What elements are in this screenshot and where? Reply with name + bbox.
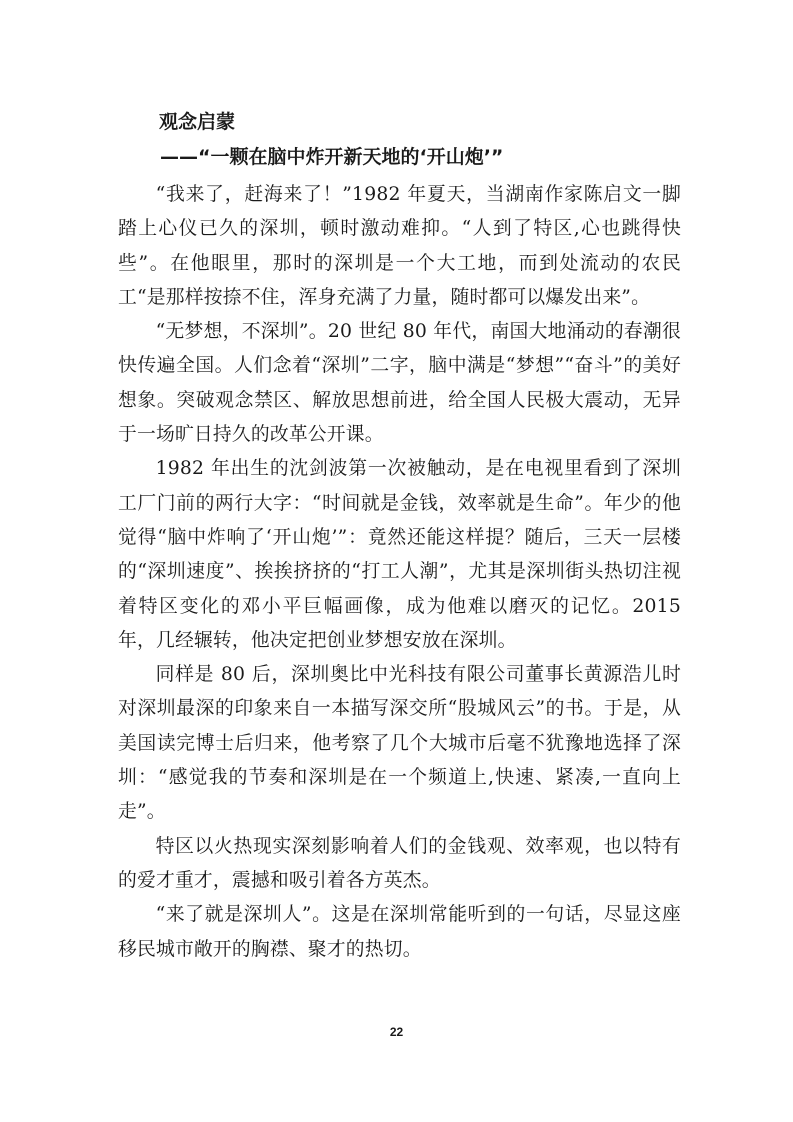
paragraph: 特区以火热现实深刻影响着人们的金钱观、效率观，也以特有的爱才重才，震撼和吸引着各方英杰。 [118, 835, 681, 891]
paragraph: 同样是 80 后，深圳奥比中光科技有限公司董事长黄源浩儿时对深圳最深的印象来自一本描写深交所“股城风云”的书。于是，从美国读完博士后归来，他考察了几个大城市后毫不犹豫地选择了深圳：“感觉我的节奏和深圳是在一个频道上,快速、紧凑,一直向上走”。 [118, 664, 681, 823]
paragraph: 1982 年出生的沈剑波第一次被触动，是在电视里看到了深圳工厂门前的两行大字：“时间就是金钱，效率就是生命”。年少的他觉得“脑中炸响了‘开山炮’”：竟然还能这样提？随后，三天一层楼的“深圳速度”、挨挨挤挤的“打工人潮”，尤其是深圳街头热切注视着特区变化的邓小平巨幅画像，成为他难以磨灭的记忆。2015 年，几经辗转，他决定把创业梦想安放在深圳。 [118, 458, 681, 651]
paragraph: “无梦想，不深圳”。20 世纪 80 年代，南国大地涌动的春潮很快传遍全国。人们念着“深圳”二字，脑中满是“梦想”“奋斗”的美好想象。突破观念禁区、解放思想前进，给全国人民极大震动，无异于一场旷日持久的改革公开课。 [118, 321, 681, 446]
section-heading: 观念启蒙 [159, 111, 236, 133]
paragraph: “我来了，赶海来了！”1982 年夏天，当湖南作家陈启文一脚踏上心仪已久的深圳，顿时激动难抑。“人到了特区,心也跳得快些”。在他眼里，那时的深圳是一个大工地，而到处流动的农民工“是那样按捺不住，浑身充满了力量，随时都可以爆发出来”。 [118, 184, 681, 308]
body-text [118, 178, 681, 967]
paragraph: “来了就是深圳人”。这是在深圳常能听到的一句话，尽显这座移民城市敞开的胸襟、聚才的热切。 [118, 904, 681, 960]
page-number: 22 [389, 1025, 404, 1039]
section-subheading: ——“一颗在脑中炸开新天地的‘开山炮’” [160, 146, 504, 168]
